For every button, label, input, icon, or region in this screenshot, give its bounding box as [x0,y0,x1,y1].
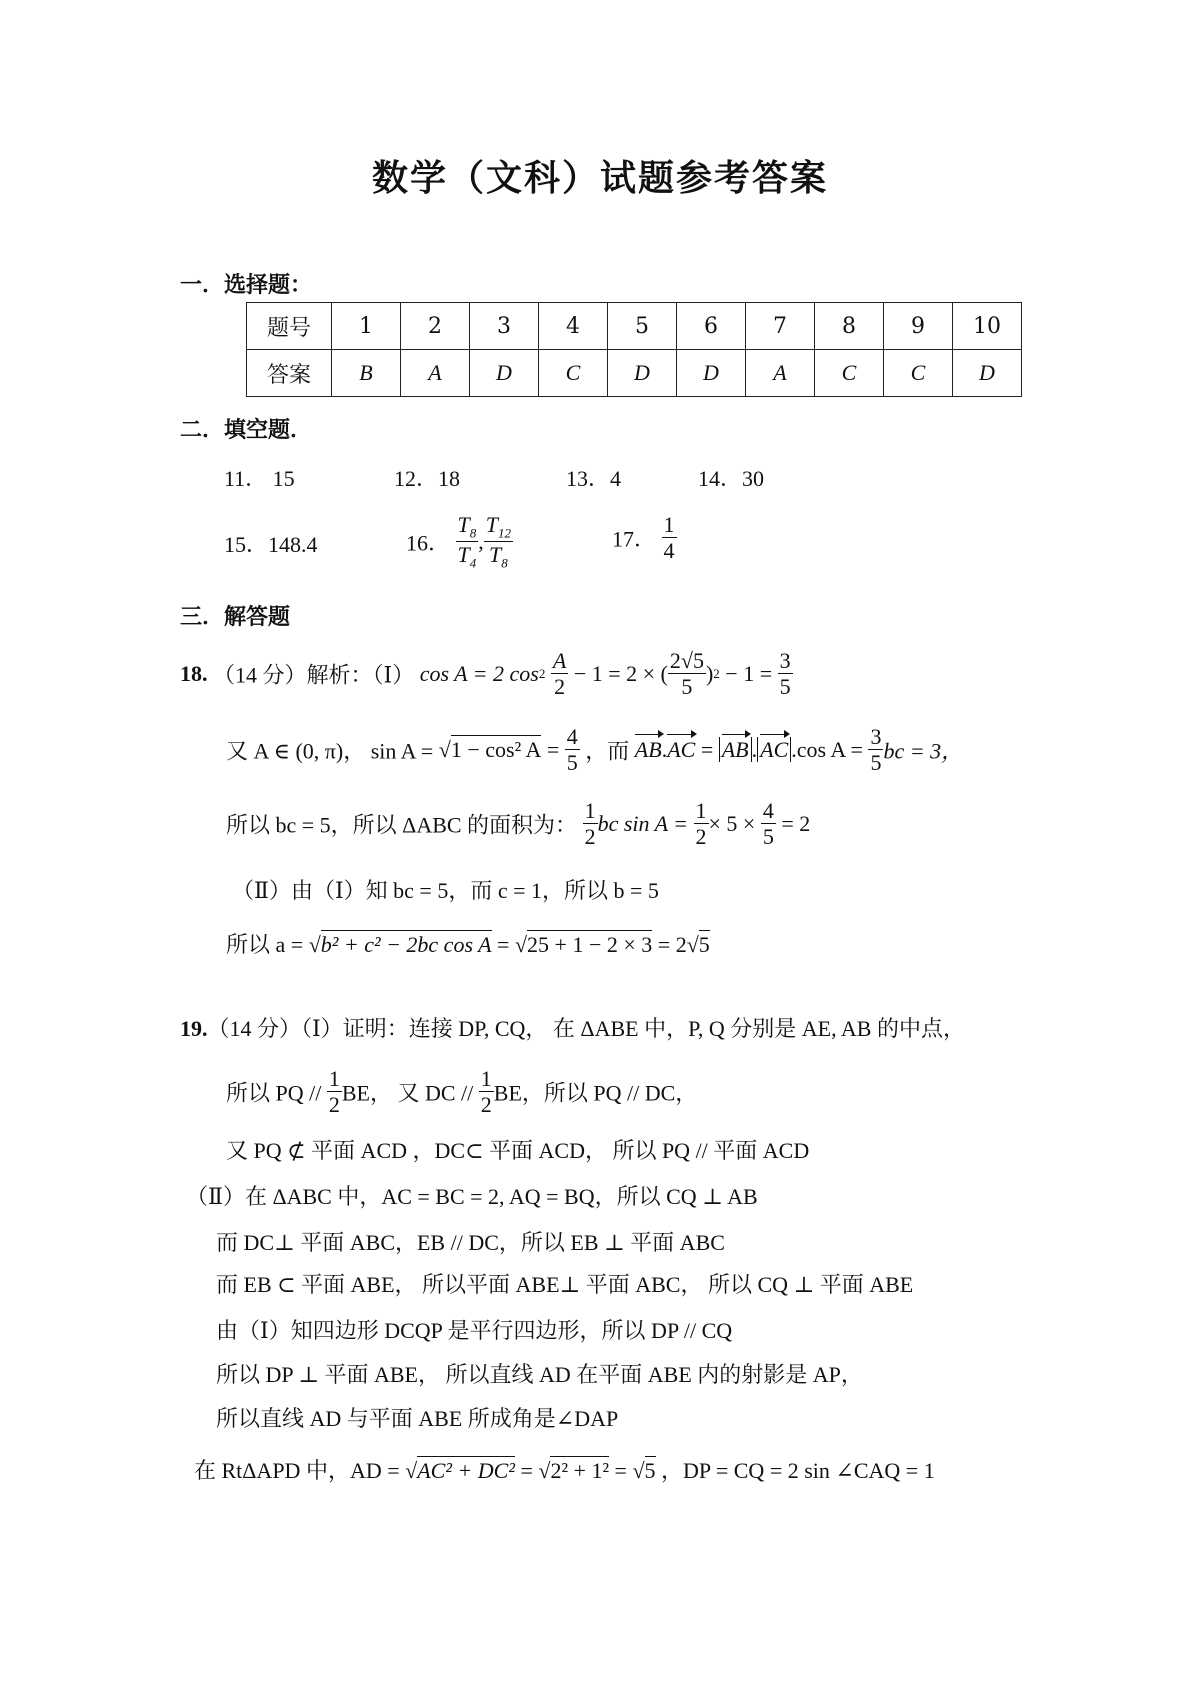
fraction [868,724,883,776]
table-cell: A [401,350,470,397]
formula-text: ) [705,660,714,686]
denominator: 5 [762,824,774,850]
formula-text: × 5 × [708,810,761,836]
fraction [761,798,776,850]
denominator: 5 [870,750,882,776]
numerator: 4 [566,724,578,749]
table-cell: D [953,350,1022,397]
table-cell: B [332,350,401,397]
problem-19-line-2 [226,1066,697,1118]
denominator: 2 [584,824,596,850]
problem-18-line-4: （Ⅱ）由（Ⅰ）知 bc = 5，而 c = 1，所以 b = 5 [232,878,659,903]
formula-text: = [491,932,515,957]
sqrt-expression: 5 [644,1458,656,1483]
fraction [662,512,677,564]
numerator: 1 [584,798,596,823]
denominator: 2 [480,1092,492,1118]
sqrt-expression: 2² + 1² [550,1458,610,1483]
numerator: 2√5 [669,648,704,673]
formula-text: BE，所以 PQ // DC， [493,1080,698,1106]
formula-text: 所以 bc = 5，所以 ΔABC 的面积为： [226,812,578,838]
fraction [327,1066,342,1118]
table-cell: 7 [746,303,815,350]
table-cell: 3 [470,303,539,350]
formula-text: bc = 3， [883,738,964,764]
section-choice-heading: 一．选择题： [180,272,313,298]
denominator: 2 [328,1092,340,1118]
denominator: 2 [695,824,707,850]
table-cell: 5 [608,303,677,350]
formula-text: bc sin A = [597,810,694,836]
fraction [668,648,706,700]
numerator: A [552,648,567,673]
symbol: T [457,512,470,537]
formula-text: . [661,736,668,762]
table-cell: A [746,350,815,397]
table-cell: C [884,350,953,397]
problem-number: 19. [180,1016,208,1041]
subscript: 8 [469,525,477,541]
symbol: T [457,542,470,568]
numerator: 1 [328,1066,340,1091]
formula-text: BE， 又 DC // [341,1080,474,1106]
formula-text: − 1 = [719,660,773,686]
table-cell: 10 [953,303,1022,350]
numerator: 1 [480,1066,492,1091]
fill-answer-16: 16． $\frac{T_8}{T_4}$ , $\frac{T_{12}}{T_8}$ [406,512,512,571]
formula-text: = [695,736,719,762]
numerator: 3 [779,648,791,673]
table-row-numbers [247,303,1022,350]
table-cell: D [677,350,746,397]
sqrt-expression: b² + c² − 2bc cos A [320,932,492,957]
numerator: 4 [762,798,774,823]
section-solve-heading: 三．解答题 [180,604,291,630]
problem-19-line-6: 而 EB ⊂ 平面 ABE， 所以平面 ABE⊥ 平面 ABC， 所以 CQ ⊥ 平面 ABE [216,1272,914,1297]
formula-text: 在 RtΔAPD 中，AD = [194,1458,406,1483]
table-cell: 4 [539,303,608,350]
vector-ac: AC [760,736,789,762]
denominator: 5 [566,750,578,776]
fraction [456,512,479,572]
formula-text: ，而 [585,738,635,764]
table-row-answers [247,350,1022,397]
problem-19-line-7: 由（Ⅰ）知四边形 DCQP 是平行四边形，所以 DP // CQ [216,1318,733,1343]
fill-answer-17 [612,512,677,564]
sqrt-expression: 5 [698,932,710,957]
table-cell: 2 [401,303,470,350]
table-cell: 8 [815,303,884,350]
numerator: 3 [870,724,882,749]
problem-19-line-5: 而 DC⊥ 平面 ABC，EB // DC，所以 EB ⊥ 平面 ABC [216,1230,725,1255]
denominator: 5 [779,674,791,700]
fraction [583,798,598,850]
formula-text: 所以 PQ // [226,1080,322,1106]
problem-number: 18. [180,660,208,686]
problem-19-line-10: 在 RtΔAPD 中，AD = √AC² + DC² = √2² + 1² = √5 ，DP = CQ = 2 sin ∠CAQ = 1 [194,1458,935,1483]
problem-19-line-1 [180,1012,965,1043]
problem-19-line-4: （Ⅱ）在 ΔABC 中，AC = BC = 2, AQ = BQ，所以 CQ ⊥ AB [186,1184,758,1209]
vector-ac: AC [667,736,696,762]
fraction [565,724,580,776]
vector-ab: AB [721,736,749,762]
problem-19-line-3: 又 PQ ⊄ 平面 ACD ，DC⊂ 平面 ACD， 所以 PQ // 平面 ACD [226,1138,810,1163]
problem-18-line-2: 又 A ∈ (0, π)， sin A = √1 − cos² A = $\frac{4}{5}$ ，而 AB.AC = AB . AC .cos A = $\frac{3}{5}$ bc = 3， [226,724,964,776]
table-cell: C [815,350,884,397]
formula-text: = [541,736,565,762]
fraction [694,798,709,850]
table-cell: C [539,350,608,397]
problem-18-line-3 [226,798,810,850]
table-cell: D [608,350,677,397]
vector-ab: AB [634,736,662,762]
problem-19-line-8: 所以 DP ⊥ 平面 ABE， 所以直线 AD 在平面 ABE 内的射影是 AP， [216,1362,863,1387]
symbol: T [489,542,502,568]
numerator: 1 [663,512,675,537]
fraction [484,512,513,572]
problem-18-line-1: 18. （14 分）解析：（Ⅰ） cos A = 2 cos2 $\frac{A}{2}$ − 1 = 2 × ( $\frac{2√5}{5}$ )2 − 1 = $\frac{3}{5}$ [180,648,791,700]
subscript: 4 [469,555,477,571]
fill-answer-14: 14．30 [698,466,765,491]
table-header-answer: 答案 [247,350,332,397]
formula-text: 所以 a = [226,932,309,957]
fraction [778,648,793,700]
sqrt-expression: 25 + 1 − 2 × 3 [527,932,653,957]
problem-18-line-5: 所以 a = √b² + c² − 2bc cos A = √25 + 1 − 2 × 3 = 2√5 [226,932,710,957]
table-header-number: 题号 [247,303,332,350]
denominator: 2 [554,674,566,700]
fill-17-label: 17． [612,526,657,552]
fill-16-label: 16． [406,530,451,556]
table-cell: 6 [677,303,746,350]
formula-text: .cos A = [791,736,869,762]
fraction [551,648,568,700]
denominator: 4 [663,538,675,564]
formula-text: cos A = 2 cos [419,660,539,686]
problem-head: （14 分）解析：（Ⅰ） [213,662,415,688]
subscript: 8 [501,555,508,571]
subscript: 12 [498,525,512,541]
table-cell: D [470,350,539,397]
formula-text: = [609,1458,633,1483]
formula-text: ，DP = CQ = 2 sin ∠CAQ = 1 [655,1458,935,1483]
fill-answer-15: 15．148.4 [224,532,318,557]
page-title: 数学（文科）试题参考答案 [371,157,828,199]
fill-answer-11: 11． 15 [224,466,295,491]
table-cell: 9 [884,303,953,350]
formula-text: = [514,1458,539,1483]
fill-answer-13: 13．4 [566,466,622,491]
formula-text: = 2 [652,932,687,957]
fill-answer-12: 12．18 [394,466,461,491]
sqrt-expression: AC² + DC² [417,1458,515,1483]
sqrt-expression: 1 − cos² A [450,736,542,762]
problem-head: （14 分）（Ⅰ）证明：连接 DP, CQ， 在 ΔABE 中，P, Q 分别是 AE, AB 的中点， [207,1016,965,1041]
formula-text: 又 A ∈ (0, π)， sin A = [226,738,439,764]
problem-19-line-9: 所以直线 AD 与平面 ABE 所成角是∠DAP [216,1406,619,1431]
symbol: T [485,512,499,537]
section-fill-heading: 二．填空题． [180,417,313,443]
table-cell: 1 [332,303,401,350]
fraction [479,1066,494,1118]
numerator: 1 [695,798,707,823]
denominator: 5 [681,674,693,700]
formula-text: − 1 = 2 × ( [573,660,668,686]
formula-text: = 2 [775,810,811,836]
answer-table [246,302,1022,397]
